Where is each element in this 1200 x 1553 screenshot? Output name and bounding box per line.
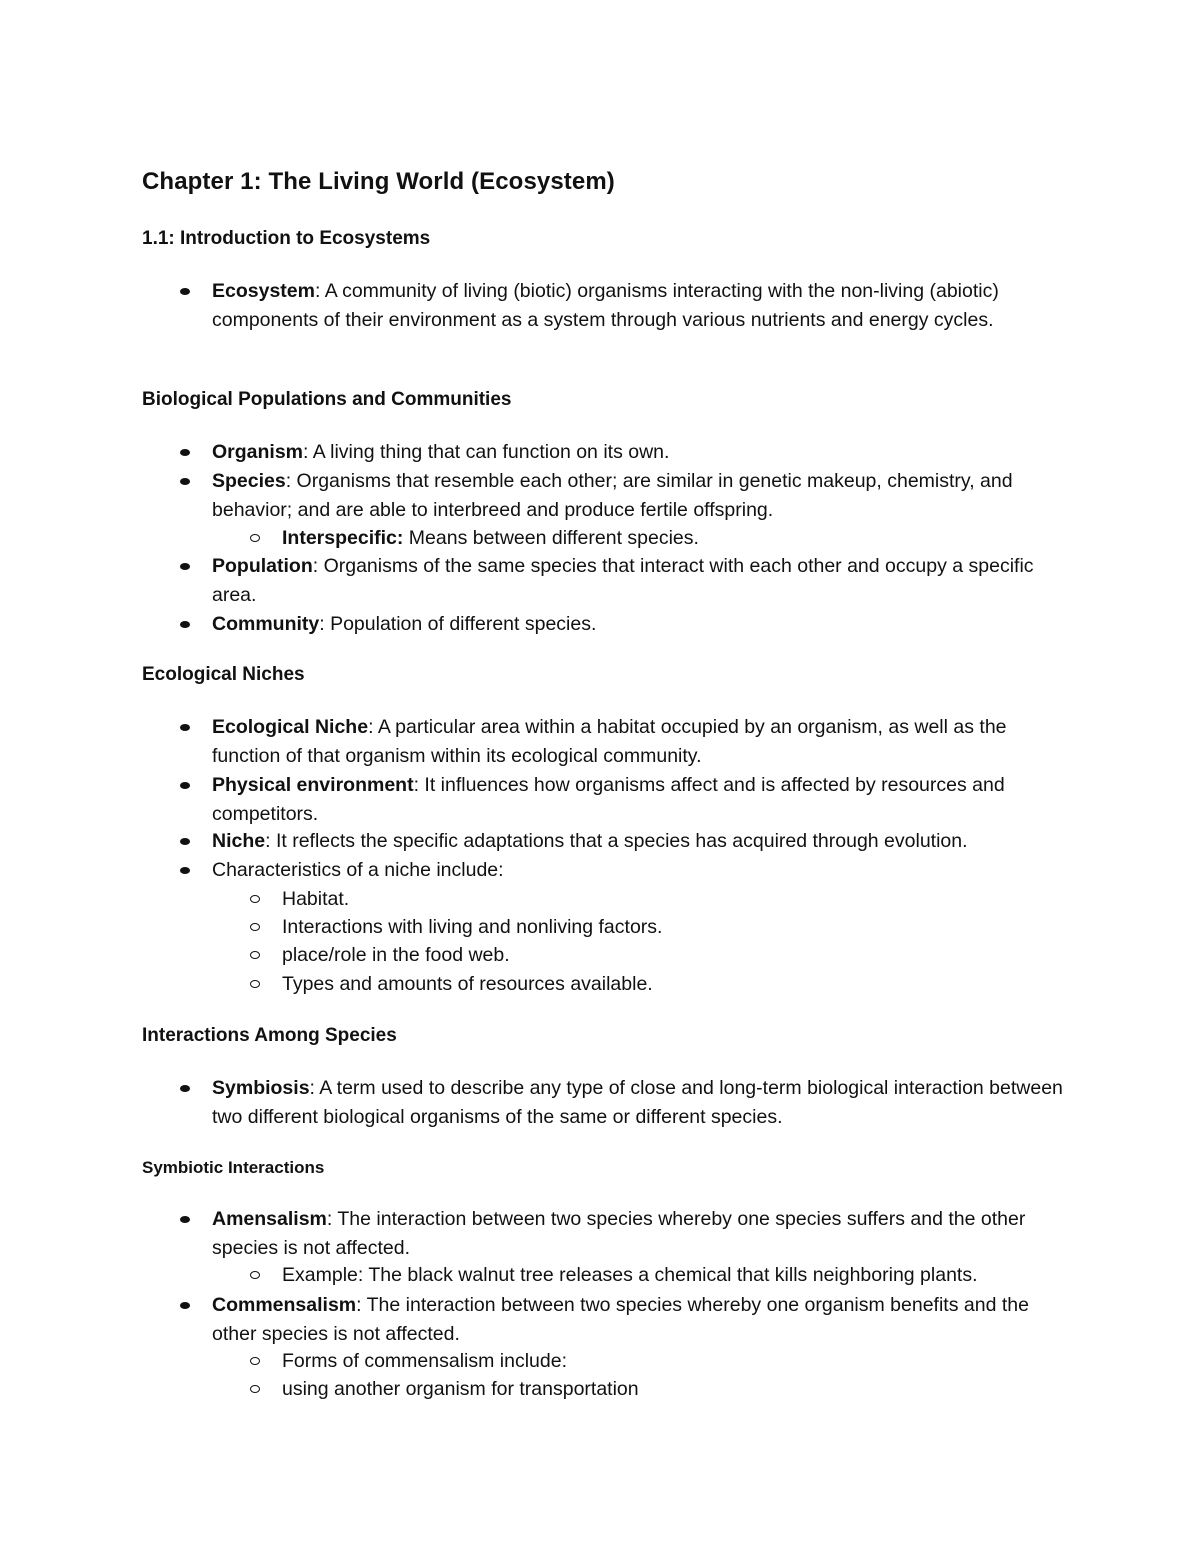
list-item-interspecific bbox=[282, 524, 1082, 553]
definition-text: : A community of living (biotic) organisms interacting with the non-living (abiotic) components of their environment as a system through various nutrients and energy cycles. bbox=[212, 280, 999, 331]
sub-item-text: Interactions with living and nonliving factors. bbox=[282, 916, 663, 938]
term-label: Species bbox=[212, 470, 286, 492]
term-label: Physical environment bbox=[212, 774, 414, 796]
list-item-niche bbox=[212, 827, 1072, 856]
sub-item-interactions bbox=[282, 913, 1082, 942]
term-label: Organism bbox=[212, 441, 304, 463]
page-title: Chapter 1: The Living World (Ecosystem) bbox=[142, 168, 615, 195]
term-label: Amensalism bbox=[212, 1208, 327, 1230]
list-item-ecological-niche bbox=[212, 713, 1072, 771]
term-label: Community bbox=[212, 613, 320, 635]
list-item-characteristics bbox=[212, 856, 1072, 885]
sub-item-resources bbox=[282, 970, 1082, 999]
bullet-icon bbox=[180, 1302, 190, 1309]
bullet-icon bbox=[180, 838, 190, 845]
bullet-icon bbox=[180, 449, 190, 456]
sub-item-transportation bbox=[282, 1375, 1082, 1404]
term-label: Interspecific: bbox=[282, 527, 404, 549]
circle-bullet-icon bbox=[250, 980, 260, 988]
term-label: Ecosystem bbox=[212, 280, 315, 302]
sub-item-text: place/role in the food web. bbox=[282, 944, 510, 966]
bullet-icon bbox=[180, 288, 190, 295]
definition-text: : A living thing that can function on its own. bbox=[303, 441, 670, 463]
list-item-ecosystem bbox=[212, 277, 1072, 335]
list-item-organism bbox=[212, 438, 1072, 467]
sub-item-text: Types and amounts of resources available. bbox=[282, 973, 653, 995]
bullet-icon bbox=[180, 563, 190, 570]
bullet-icon bbox=[180, 867, 190, 874]
list-item-symbiosis bbox=[212, 1074, 1072, 1132]
circle-bullet-icon bbox=[250, 923, 260, 931]
sub-item-text: Forms of commensalism include: bbox=[282, 1350, 567, 1372]
term-label: Population bbox=[212, 555, 313, 577]
list-item-species bbox=[212, 467, 1072, 525]
circle-bullet-icon bbox=[250, 1385, 260, 1393]
circle-bullet-icon bbox=[250, 534, 260, 542]
list-item-amensalism bbox=[212, 1205, 1072, 1263]
definition-text: : The interaction between two species whereby one organism benefits and the other species is not affected. bbox=[212, 1294, 1029, 1345]
sub-item-text: Example: The black walnut tree releases a chemical that kills neighboring plants. bbox=[282, 1264, 978, 1286]
bullet-icon bbox=[180, 478, 190, 485]
circle-bullet-icon bbox=[250, 951, 260, 959]
definition-text: : The interaction between two species whereby one species suffers and the other species is not affected. bbox=[212, 1208, 1026, 1259]
bullet-icon bbox=[180, 724, 190, 731]
definition-text: : Population of different species. bbox=[319, 613, 597, 635]
bullet-icon bbox=[180, 1216, 190, 1223]
section-heading-interactions: Interactions Among Species bbox=[142, 1025, 397, 1046]
sub-item-text: Habitat. bbox=[282, 888, 350, 910]
section-heading-symbiotic: Symbiotic Interactions bbox=[142, 1158, 325, 1177]
section-heading-intro: 1.1: Introduction to Ecosystems bbox=[142, 228, 431, 249]
definition-text: Characteristics of a niche include: bbox=[212, 859, 504, 881]
circle-bullet-icon bbox=[250, 895, 260, 903]
definition-text: : A particular area within a habitat occupied by an organism, as well as the function of that organism within its ecological community. bbox=[212, 716, 1007, 767]
term-label: Symbiosis bbox=[212, 1077, 310, 1099]
term-label: Commensalism bbox=[212, 1294, 357, 1316]
sub-item-example bbox=[282, 1261, 1082, 1290]
circle-bullet-icon bbox=[250, 1271, 260, 1279]
list-item-physical-environment bbox=[212, 771, 1072, 829]
sub-item-text: using another organism for transportation bbox=[282, 1378, 639, 1400]
definition-text: : It reflects the specific adaptations that a species has acquired through evolution. bbox=[265, 830, 968, 852]
definition-text: : Organisms of the same species that interact with each other and occupy a specific area. bbox=[212, 555, 1034, 606]
term-label: Niche bbox=[212, 830, 266, 852]
bullet-icon bbox=[180, 1085, 190, 1092]
sub-item-habitat bbox=[282, 885, 1082, 914]
bullet-icon bbox=[180, 782, 190, 789]
section-heading-populations: Biological Populations and Communities bbox=[142, 389, 512, 410]
list-item-community bbox=[212, 610, 1072, 639]
term-label: Ecological Niche bbox=[212, 716, 369, 738]
definition-text: Means between different species. bbox=[403, 527, 699, 549]
definition-text: : A term used to describe any type of close and long-term biological interaction between two different biological organisms of the same or different species. bbox=[212, 1077, 1063, 1128]
list-item-commensalism bbox=[212, 1291, 1072, 1349]
sub-item-food-web bbox=[282, 941, 1082, 970]
definition-text: : Organisms that resemble each other; are similar in genetic makeup, chemistry, and behavior; and are able to interbreed and produce fertile offspring. bbox=[212, 470, 1013, 521]
definition-text: : It influences how organisms affect and is affected by resources and competitors. bbox=[212, 774, 1005, 825]
section-heading-niches: Ecological Niches bbox=[142, 664, 305, 685]
list-item-population bbox=[212, 552, 1072, 610]
bullet-icon bbox=[180, 621, 190, 628]
circle-bullet-icon bbox=[250, 1357, 260, 1365]
sub-item-forms bbox=[282, 1347, 1082, 1376]
